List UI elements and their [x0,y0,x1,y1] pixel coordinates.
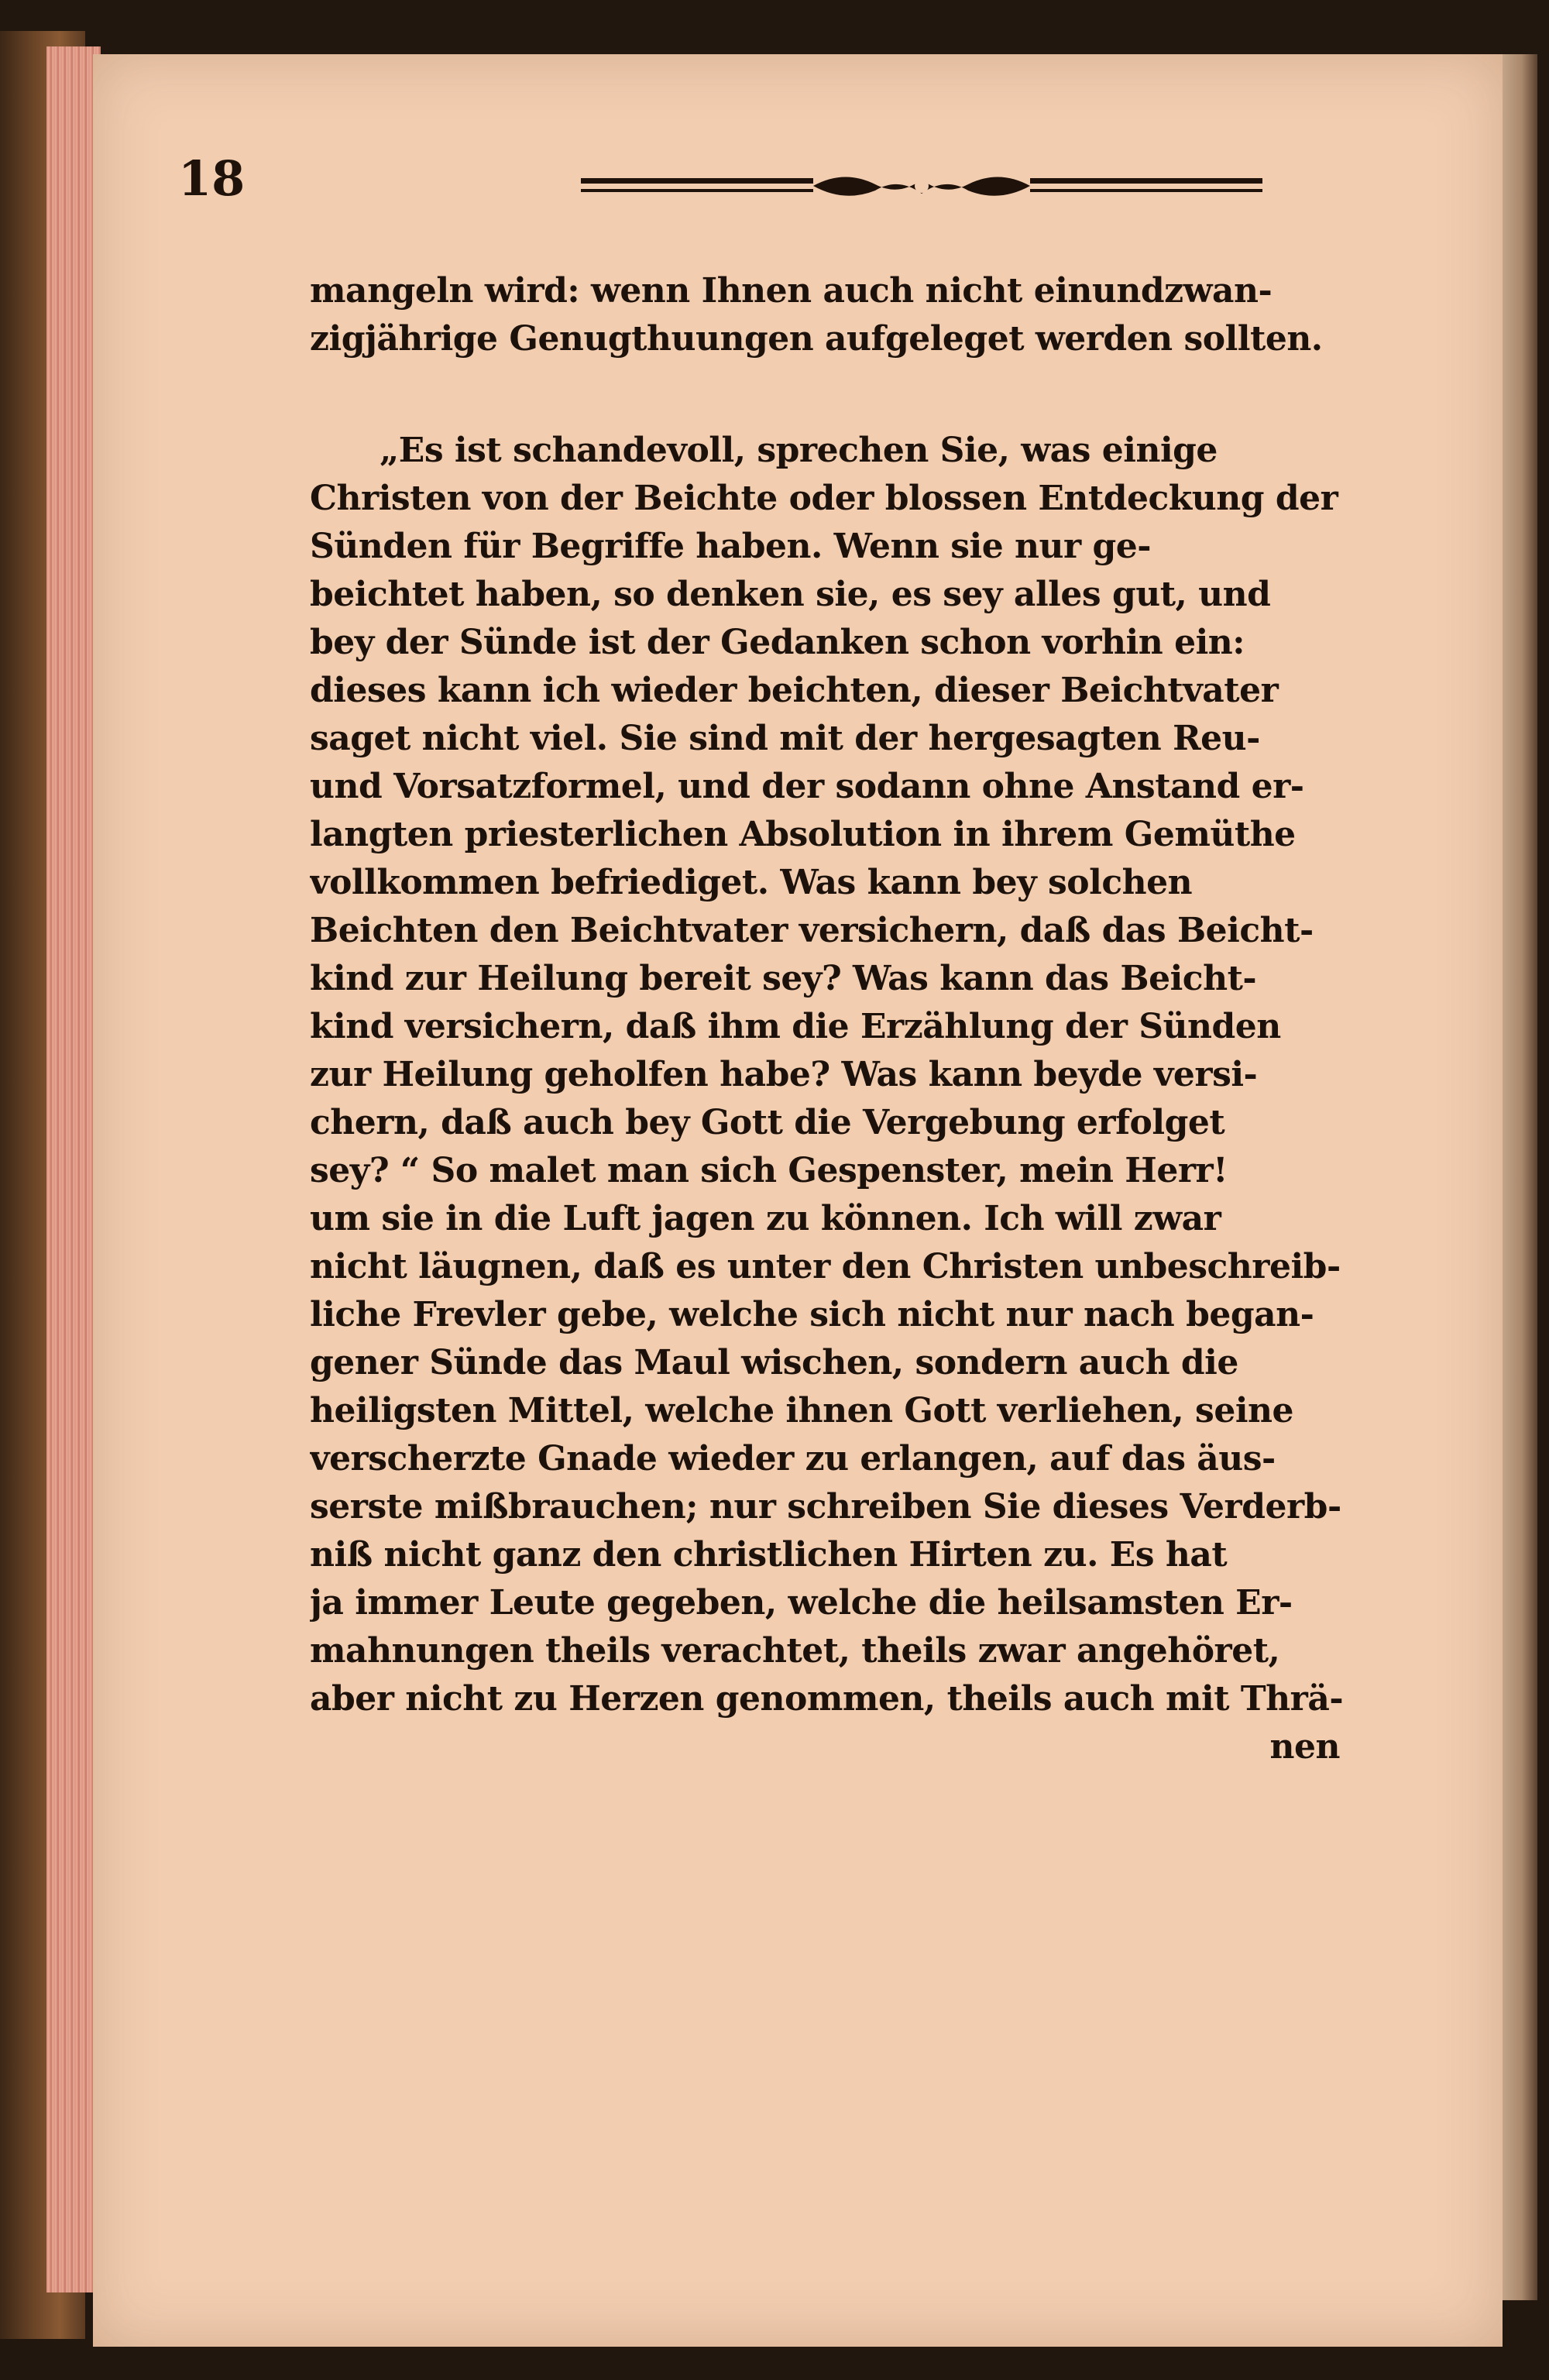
text-line: zigjährige Genugthuungen aufgeleget werden sollten. [310,319,1323,359]
text-line: verscherzte Gnade wieder zu erlangen, auf das äus- [310,1439,1276,1478]
page-header [178,150,1417,225]
text-line: heiligsten Mittel, welche ihnen Gott verliehen, seine [310,1391,1294,1430]
text-line: sey? “ So malet man sich Gespenster, mein Herr! [310,1151,1228,1190]
text-line: beichtet haben, so denken sie, es sey alles gut, und [310,575,1271,614]
text-line: um sie in die Luft jagen zu können. Ich will zwar [310,1199,1221,1238]
text-line: Beichten den Beichtvater versichern, daß das Beicht- [310,911,1314,950]
page-number: 18 [178,150,246,207]
text-line: langten priesterlichen Absolution in ihrem Gemüthe [310,815,1296,854]
text-line: Christen von der Beichte oder blossen Entdeckung der [310,479,1338,518]
text-line: saget nicht viel. Sie sind mit der hergesagten Reu- [310,719,1260,758]
text-line: mahnungen theils verachtet, theils zwar angehöret, [310,1631,1280,1671]
text-line: und Vorsatzformel, und der sodann ohne Anstand er- [310,767,1304,806]
text-line: serste mißbrauchen; nur schreiben Sie dieses Verderb- [310,1487,1341,1527]
facing-page-edge [1499,54,1537,2300]
paragraph-gap [310,363,1371,427]
text-line: chern, daß auch bey Gott die Vergebung erfolget [310,1103,1225,1142]
text-line: mangeln wird: wenn Ihnen auch nicht einundzwan- [310,271,1273,311]
text-line: ja immer Leute gegeben, welche die heilsamsten Er- [310,1583,1293,1623]
ornament-rule-icon [581,169,1262,203]
text-line: dieses kann ich wieder beichten, dieser Beichtvater [310,671,1279,710]
text-line: Sünden für Begriffe haben. Wenn sie nur ge- [310,527,1152,566]
text-line: niß nicht ganz den christlichen Hirten zu. Es hat [310,1535,1228,1575]
text-line: bey der Sünde ist der Gedanken schon vorhin ein: [310,623,1245,662]
text-line: kind versichern, daß ihm die Erzählung der Sünden [310,1007,1281,1046]
text-line: kind zur Heilung bereit sey? Was kann das Beicht- [310,959,1257,998]
catchword: nen [1269,1727,1340,1767]
text-line: „Es ist schandevoll, sprechen Sie, was einige [380,431,1218,470]
text-line: liche Frevler gebe, welche sich nicht nur nach began- [310,1295,1314,1334]
text-line: gener Sünde das Maul wischen, sondern auch die [310,1343,1238,1382]
text-line: vollkommen befriediget. Was kann bey solchen [310,863,1193,902]
body-text [310,267,1371,1771]
text-line: nicht läugnen, daß es unter den Christen unbeschreib- [310,1247,1341,1286]
text-line: aber nicht zu Herzen genommen, theils auch mit Thrä- [310,1679,1344,1719]
text-line: zur Heilung geholfen habe? Was kann beyde versi- [310,1055,1258,1094]
